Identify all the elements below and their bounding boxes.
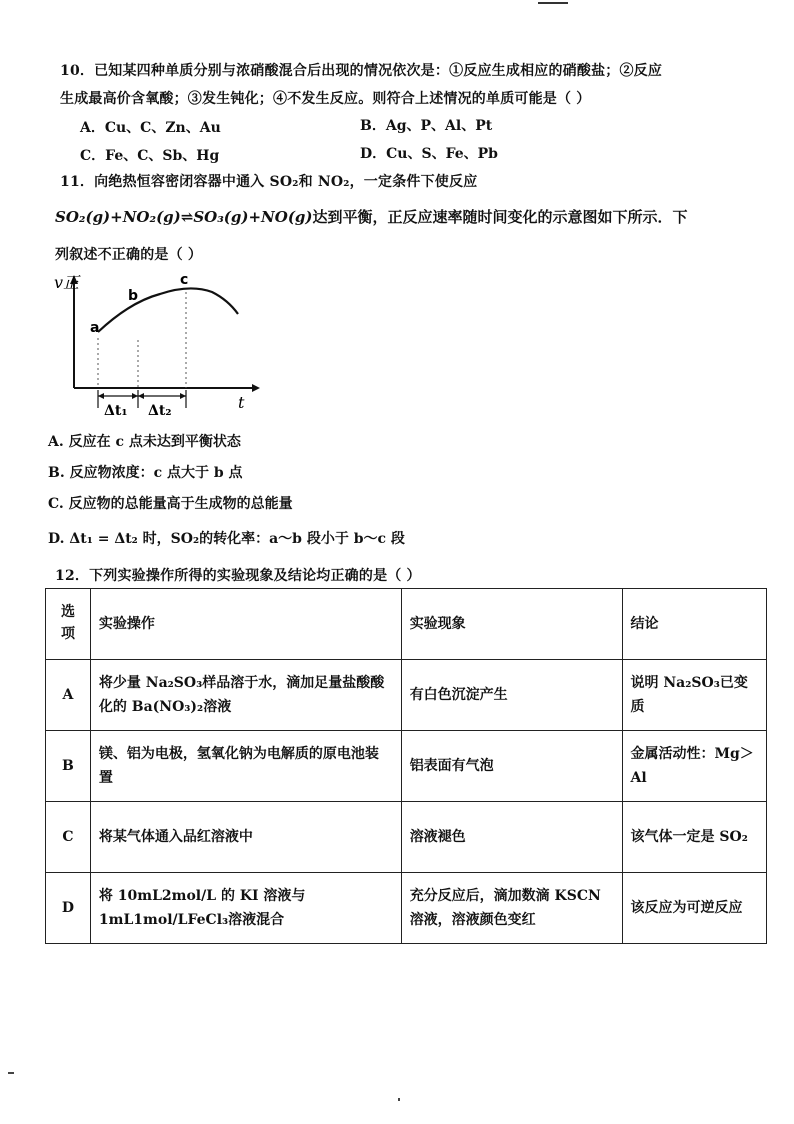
row-d-conclusion: 该反应为可逆反应 bbox=[622, 873, 766, 944]
row-b-phenomenon: 铝表面有气泡 bbox=[401, 731, 622, 802]
header-conclusion: 结论 bbox=[622, 589, 766, 660]
q10-option-d[interactable]: D．Cu、S、Fe、Pb bbox=[360, 146, 498, 162]
header-option: 选项 bbox=[46, 589, 91, 660]
row-c-option: C bbox=[46, 802, 91, 873]
row-a-operation: 将少量 Na₂SO₃样品溶于水，滴加足量盐酸酸化的 Ba(NO₃)₂溶液 bbox=[90, 660, 401, 731]
q11-option-a[interactable]: A. 反应在 c 点未达到平衡状态 bbox=[48, 434, 241, 450]
q11-stem-line2-tail: 达到平衡，正反应速率随时间变化的示意图如下所示．下 bbox=[312, 208, 688, 226]
row-c-operation: 将某气体通入品红溶液中 bbox=[90, 802, 401, 873]
q10-option-b[interactable]: B．Ag、P、Al、Pt bbox=[360, 118, 493, 134]
delta-t1-label: Δt₁ bbox=[104, 403, 128, 418]
point-c-label: c bbox=[180, 272, 189, 288]
scan-mark bbox=[538, 2, 568, 4]
x-axis-arrow bbox=[252, 384, 260, 392]
header-phenomenon: 实验现象 bbox=[401, 589, 622, 660]
table-row bbox=[46, 731, 767, 802]
rate-curve bbox=[98, 288, 238, 332]
row-b-option: B bbox=[46, 731, 91, 802]
scan-speck bbox=[8, 1072, 14, 1074]
scan-speck bbox=[398, 1098, 400, 1101]
row-d-option: D bbox=[46, 873, 91, 944]
table-header-row bbox=[46, 589, 767, 660]
q12-stem: 12．下列实验操作所得的实验现象及结论均正确的是（ ） bbox=[55, 568, 421, 584]
q10-stem-line2: 生成最高价含氧酸；③发生钝化；④不发生反应。则符合上述情况的单质可能是（ ） bbox=[60, 91, 591, 107]
table-row bbox=[46, 660, 767, 731]
q11-equation-line bbox=[55, 206, 688, 227]
q11-stem-line3: 列叙述不正确的是（ ） bbox=[55, 247, 203, 263]
q11-option-b[interactable]: B. 反应物浓度：c 点大于 b 点 bbox=[48, 465, 243, 481]
q10-option-c[interactable]: C．Fe、C、Sb、Hg bbox=[80, 148, 220, 164]
reaction-equation: SO₂(g)+NO₂(g)⇌SO₃(g)+NO(g) bbox=[55, 208, 313, 226]
x-axis-label: t bbox=[238, 393, 245, 412]
point-b-label: b bbox=[128, 288, 139, 304]
arrow-dt2-right bbox=[180, 393, 186, 399]
delta-t2-label: Δt₂ bbox=[148, 403, 172, 418]
row-b-operation: 镁、铝为电极，氢氧化钠为电解质的原电池装置 bbox=[90, 731, 401, 802]
row-c-conclusion: 该气体一定是 SO₂ bbox=[622, 802, 766, 873]
q11-option-c[interactable]: C. 反应物的总能量高于生成物的总能量 bbox=[48, 496, 293, 512]
arrow-dt1-right bbox=[132, 393, 138, 399]
table-row bbox=[46, 802, 767, 873]
row-a-option: A bbox=[46, 660, 91, 731]
q10-option-a[interactable]: A．Cu、C、Zn、Au bbox=[80, 120, 221, 136]
arrow-dt2-left bbox=[138, 393, 144, 399]
row-a-conclusion: 说明 Na₂SO₃已变质 bbox=[622, 660, 766, 731]
table-row bbox=[46, 873, 767, 944]
q11-option-d[interactable]: D. Δt₁ = Δt₂ 时，SO₂的转化率：a～b 段小于 b～c 段 bbox=[48, 531, 405, 547]
point-a-label: a bbox=[90, 320, 100, 336]
q11-stem-line1: 11．向绝热恒容密闭容器中通入 SO₂和 NO₂，一定条件下使反应 bbox=[60, 174, 478, 190]
y-axis-label: v正 bbox=[54, 273, 80, 292]
q10-stem-line1: 10．已知某四种单质分别与浓硝酸混合后出现的情况依次是：①反应生成相应的硝酸盐；②反应 bbox=[60, 63, 663, 79]
row-c-phenomenon: 溶液褪色 bbox=[401, 802, 622, 873]
rate-time-graph bbox=[52, 268, 262, 418]
arrow-dt1-left bbox=[98, 393, 104, 399]
row-d-operation: 将 10mL2mol/L 的 KI 溶液与 1mL1mol/LFeCl₃溶液混合 bbox=[90, 873, 401, 944]
row-a-phenomenon: 有白色沉淀产生 bbox=[401, 660, 622, 731]
header-operation: 实验操作 bbox=[90, 589, 401, 660]
row-d-phenomenon: 充分反应后，滴加数滴 KSCN 溶液，溶液颜色变红 bbox=[401, 873, 622, 944]
row-b-conclusion: 金属活动性：Mg＞Al bbox=[622, 731, 766, 802]
experiment-table bbox=[45, 588, 767, 944]
